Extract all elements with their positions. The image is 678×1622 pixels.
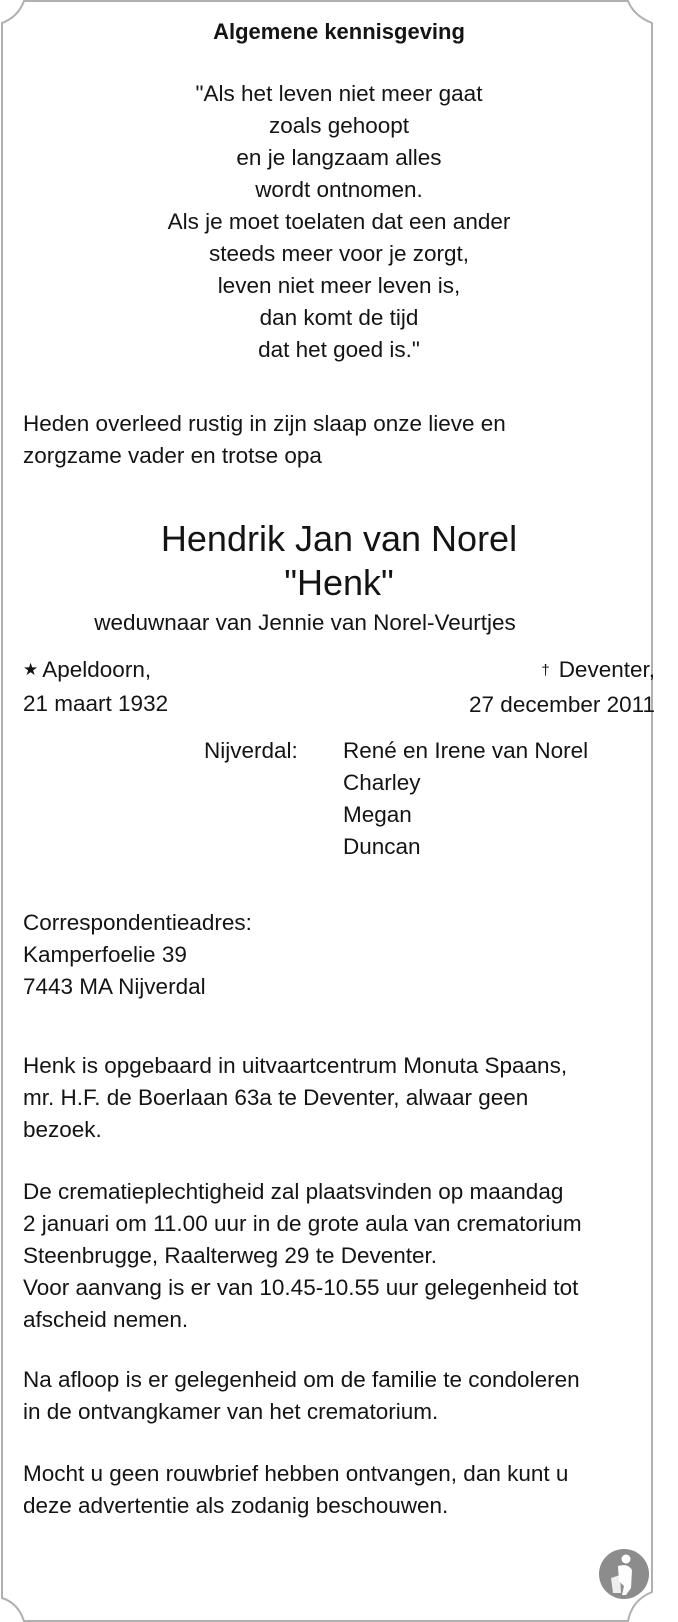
poem-line: dat het goed is." — [258, 337, 420, 362]
paragraph-line: afscheid nemen. — [23, 1307, 189, 1332]
paragraph-line: mr. H.F. de Boerlaan 63a te Deventer, alwaar geen — [23, 1085, 529, 1110]
family-members — [343, 735, 588, 863]
paragraph-line: in de ontvangkamer van het crematorium. — [23, 1399, 439, 1424]
family-member: Megan — [343, 802, 412, 827]
star-icon: ★ — [23, 660, 39, 679]
paragraph-line: 2 januari om 11.00 uur in de grote aula van crematorium — [23, 1211, 582, 1236]
paragraph-line: Na afloop is er gelegenheid om de familie te condoleren — [23, 1367, 580, 1392]
paragraph-line: deze advertentie als zodanig beschouwen. — [23, 1493, 449, 1518]
poem-line: en je langzaam alles — [236, 145, 442, 170]
poem-line: steeds meer voor je zorgt, — [208, 241, 470, 266]
address-line: Correspondentieadres: — [23, 910, 252, 935]
deceased-name: Hendrik Jan van Norel — [160, 518, 518, 559]
birth-date: 21 maart 1932 — [23, 691, 169, 716]
family-member: René en Irene van Norel — [343, 738, 589, 763]
memorial-logo-icon — [598, 1548, 650, 1600]
poem-line: leven niet meer leven is, — [217, 273, 461, 298]
closing-paragraph — [23, 1458, 568, 1522]
death-info — [469, 654, 655, 721]
paragraph-line: Voor aanvang is er van 10.45-10.55 uur gelegenheid tot — [23, 1275, 579, 1300]
condolence-paragraph — [23, 1364, 580, 1428]
poem-line: Als je moet toelaten dat een ander — [167, 209, 511, 234]
poem-line: zoals gehoopt — [268, 113, 410, 138]
death-date: 27 december 2011 — [469, 692, 655, 717]
paragraph-line: De crematieplechtigheid zal plaatsvinden op maandag — [23, 1179, 564, 1204]
paragraph-line: Mocht u geen rouwbrief hebben ontvangen, dan kunt u — [23, 1461, 569, 1486]
paragraph-line: Henk is opgebaard in uitvaartcentrum Monuta Spaans, — [23, 1053, 568, 1078]
notice-heading: Algemene kennisgeving — [213, 19, 465, 44]
intro-text — [23, 408, 506, 472]
cremation-paragraph — [23, 1176, 582, 1336]
death-place: Deventer, — [558, 657, 655, 682]
poem-line: "Als het leven niet meer gaat — [195, 81, 483, 106]
paragraph-line: bezoek. — [23, 1117, 102, 1142]
address-line: 7443 MA Nijverdal — [23, 974, 206, 999]
widower-line: weduwnaar van Jennie van Norel-Veurtjes — [94, 610, 516, 635]
address-line: Kamperfoelie 39 — [23, 942, 187, 967]
correspondence-address — [23, 907, 252, 1003]
cross-icon: † — [541, 662, 550, 679]
poem-line: dan komt de tijd — [259, 305, 419, 330]
intro-line: zorgzame vader en trotse opa — [23, 443, 322, 468]
poem-line: wordt ontnomen. — [255, 177, 423, 202]
viewing-paragraph — [23, 1050, 567, 1146]
paragraph-line: Steenbrugge, Raalterweg 29 te Deventer. — [23, 1243, 438, 1268]
family-member: Duncan — [343, 834, 421, 859]
family-location: Nijverdal: — [204, 738, 298, 763]
birth-info — [23, 654, 168, 720]
poem — [0, 78, 678, 366]
birth-place: Apeldoorn, — [42, 657, 152, 682]
intro-line: Heden overleed rustig in zijn slaap onze lieve en — [23, 411, 506, 436]
deceased-nickname: "Henk" — [284, 562, 394, 603]
family-member: Charley — [343, 770, 421, 795]
